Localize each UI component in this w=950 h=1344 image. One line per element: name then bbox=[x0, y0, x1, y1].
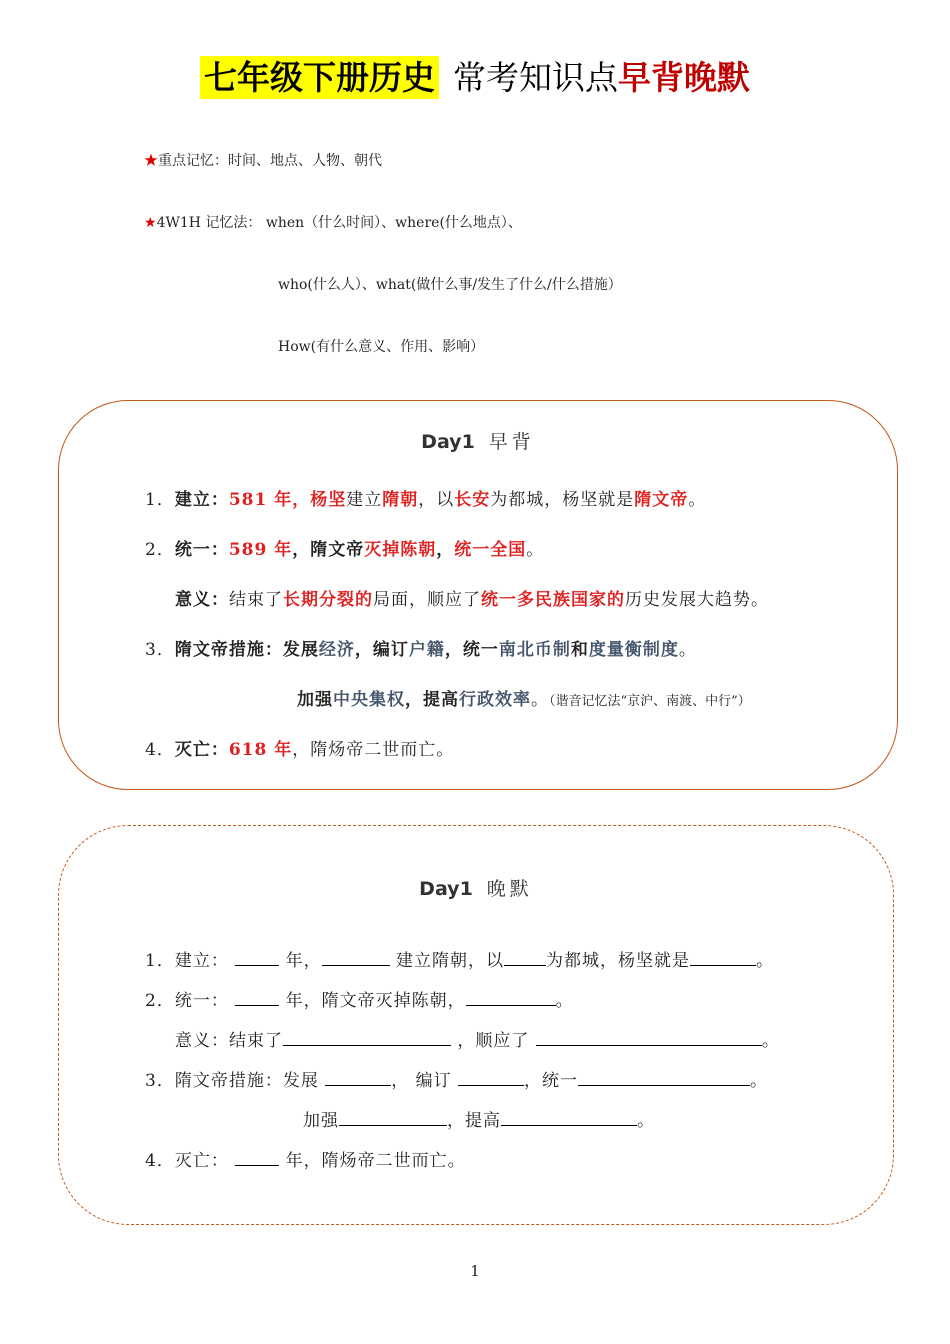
blank-field[interactable] bbox=[322, 949, 390, 966]
note-4w1h-line3: How(有什么意义、作用、影响） bbox=[278, 339, 485, 355]
evening-box-title: Day1 晚默 bbox=[419, 878, 533, 900]
morning-recite-box bbox=[58, 400, 898, 790]
blank-field[interactable] bbox=[466, 989, 556, 1006]
blank-field[interactable] bbox=[458, 1069, 524, 1086]
evening-item-3-cont: 加强 ，提高 。 bbox=[303, 1111, 655, 1131]
evening-item-2: 2．统一： 年，隋文帝灭掉陈朝， 。 bbox=[145, 991, 574, 1011]
evening-item-3: 3．隋文帝措施：发展 ， 编订 ，统一 。 bbox=[145, 1071, 769, 1091]
morning-item-3: 3．隋文帝措施：发展经济，编订户籍，统一南北币制和度量衡制度。 bbox=[145, 640, 697, 660]
morning-box-title: Day1 早背 bbox=[421, 431, 535, 453]
blank-field[interactable] bbox=[501, 1109, 637, 1126]
star-icon: ★ bbox=[144, 153, 158, 169]
note-4w1h-line2: who(什么人）、what(做什么事/发生了什么/什么措施） bbox=[278, 277, 622, 293]
blank-field[interactable] bbox=[235, 1149, 279, 1166]
blank-field[interactable] bbox=[283, 1029, 451, 1046]
evening-item-1: 1．建立： 年， 建立隋朝，以 为都城，杨坚就是 。 bbox=[145, 951, 775, 971]
morning-item-3-cont: 加强中央集权，提高行政效率。（谐音记忆法“京沪、南渡、中行”） bbox=[297, 690, 751, 710]
blank-field[interactable] bbox=[339, 1109, 447, 1126]
star-icon: ★ bbox=[144, 215, 157, 231]
blank-field[interactable] bbox=[536, 1029, 762, 1046]
evening-item-2-meaning: 意义：结束了 ，顺应了 。 bbox=[175, 1031, 780, 1051]
blank-field[interactable] bbox=[690, 949, 756, 966]
morning-item-1: 1．建立：581 年，杨坚建立隋朝，以长安为都城，杨坚就是隋文帝。 bbox=[145, 490, 707, 510]
title-red: 早背晚默 bbox=[618, 58, 750, 97]
blank-field[interactable] bbox=[504, 949, 546, 966]
morning-item-2: 2．统一：589 年，隋文帝灭掉陈朝，统一全国。 bbox=[145, 540, 545, 560]
blank-field[interactable] bbox=[235, 949, 279, 966]
evening-dictation-box bbox=[58, 825, 894, 1225]
title-highlight: 七年级下册历史 bbox=[200, 56, 439, 99]
page-number: 1 bbox=[470, 1262, 480, 1280]
page-title bbox=[0, 52, 950, 99]
note-4w1h: ★4W1H 记忆法： when（什么时间）、where(什么地点）、 bbox=[144, 215, 522, 231]
morning-item-2-meaning: 意义：结束了长期分裂的局面，顺应了统一多民族国家的历史发展大趋势。 bbox=[175, 590, 769, 610]
blank-field[interactable] bbox=[578, 1069, 750, 1086]
blank-field[interactable] bbox=[235, 989, 279, 1006]
evening-item-4: 4．灭亡： 年，隋炀帝二世而亡。 bbox=[145, 1151, 466, 1171]
morning-item-4: 4．灭亡：618 年，隋炀帝二世而亡。 bbox=[145, 740, 455, 760]
note-key-memory: ★重点记忆：时间、地点、人物、朝代 bbox=[144, 153, 382, 169]
blank-field[interactable] bbox=[325, 1069, 391, 1086]
title-middle: 常考知识点 bbox=[453, 58, 618, 97]
